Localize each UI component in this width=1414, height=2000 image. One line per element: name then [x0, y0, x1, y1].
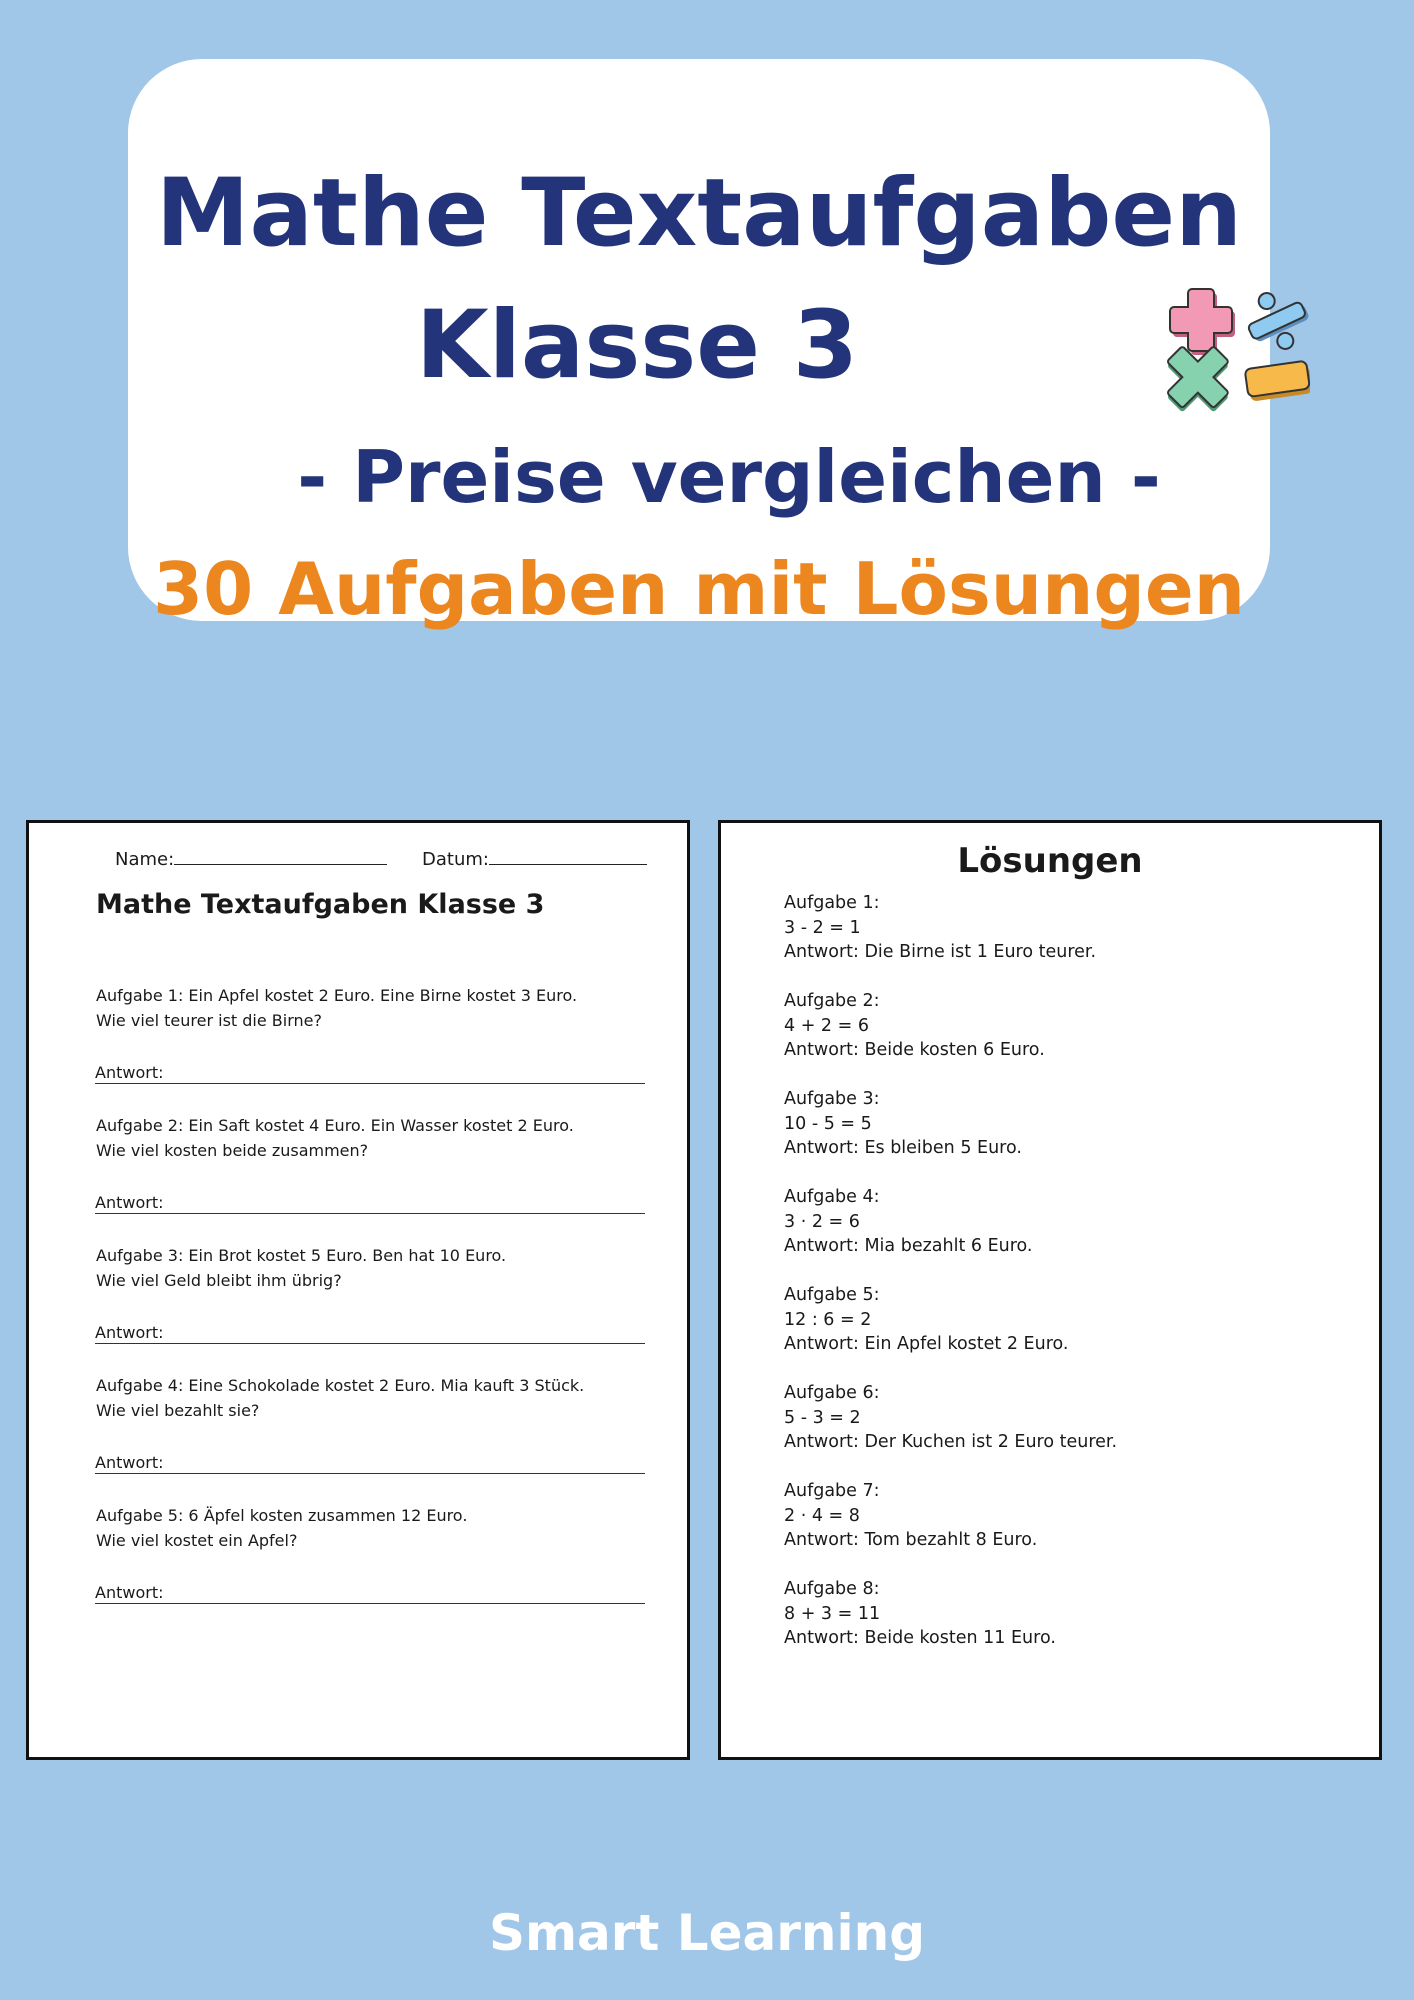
solution-equation: 3 - 2 = 1	[784, 917, 861, 938]
solution-label: Aufgabe 5:	[784, 1285, 880, 1305]
brand-footer: Smart Learning	[488, 1904, 926, 1962]
solution-equation: 5 - 3 = 2	[784, 1407, 861, 1428]
worksheet-page	[26, 820, 690, 1760]
name-label: Name:	[115, 849, 175, 870]
answer-line: Antwort:	[95, 1193, 645, 1214]
solution-answer: Antwort: Die Birne ist 1 Euro teurer.	[784, 942, 1097, 962]
task-4	[96, 1373, 584, 1423]
name-line	[174, 846, 387, 865]
solution-answer: Antwort: Es bleiben 5 Euro.	[784, 1138, 1022, 1158]
solutions-page	[718, 820, 1382, 1760]
task-question: Wie viel teurer ist die Birne?	[96, 1011, 322, 1030]
solution-label: Aufgabe 1:	[784, 893, 880, 913]
date-label: Datum:	[422, 849, 489, 870]
answer-line: Antwort:	[95, 1063, 645, 1084]
worksheet-title: Mathe Textaufgaben Klasse 3	[96, 889, 545, 920]
solution-equation: 8 + 3 = 11	[784, 1603, 881, 1624]
solution-equation: 2 · 4 = 8	[784, 1505, 860, 1526]
title-card	[128, 59, 1270, 631]
solution-label: Aufgabe 3:	[784, 1089, 880, 1109]
solution-8	[784, 1577, 1056, 1651]
solution-1	[784, 891, 1096, 965]
task-text: Aufgabe 3: Ein Brot kostet 5 Euro. Ben hat 10 Euro.	[96, 1246, 507, 1265]
solution-answer: Antwort: Tom bezahlt 8 Euro.	[784, 1530, 1038, 1550]
task-text: Aufgabe 5: 6 Äpfel kosten zusammen 12 Euro.	[96, 1506, 468, 1525]
solutions-title: Lösungen	[957, 841, 1143, 881]
solution-label: Aufgabe 8:	[784, 1579, 880, 1599]
solution-equation: 10 - 5 = 5	[784, 1113, 872, 1134]
math-operators-icon	[1162, 279, 1310, 415]
solution-equation: 4 + 2 = 6	[784, 1015, 869, 1036]
tagline: 30 Aufgaben mit Lösungen	[153, 547, 1245, 631]
solution-7	[784, 1479, 1037, 1553]
task-question: Wie viel Geld bleibt ihm übrig?	[96, 1271, 342, 1290]
task-text: Aufgabe 4: Eine Schokolade kostet 2 Euro. Mia kauft 3 Stück.	[96, 1376, 585, 1395]
solution-6	[784, 1381, 1117, 1455]
solution-5	[784, 1283, 1068, 1357]
solution-label: Aufgabe 4:	[784, 1187, 880, 1207]
task-3	[96, 1243, 506, 1293]
date-field	[422, 846, 647, 870]
date-line	[489, 846, 647, 865]
task-question: Wie viel kostet ein Apfel?	[96, 1531, 298, 1550]
task-question: Wie viel bezahlt sie?	[96, 1401, 260, 1420]
task-question: Wie viel kosten beide zusammen?	[96, 1141, 369, 1160]
solution-answer: Antwort: Der Kuchen ist 2 Euro teurer.	[784, 1432, 1118, 1452]
task-5	[96, 1503, 467, 1553]
task-1	[96, 983, 577, 1033]
solution-3	[784, 1087, 1022, 1161]
solution-answer: Antwort: Mia bezahlt 6 Euro.	[784, 1236, 1033, 1256]
solution-answer: Antwort: Beide kosten 6 Euro.	[784, 1040, 1045, 1060]
subtitle: - Preise vergleichen -	[297, 435, 1161, 519]
solution-label: Aufgabe 2:	[784, 991, 880, 1011]
solution-label: Aufgabe 7:	[784, 1481, 880, 1501]
task-text: Aufgabe 2: Ein Saft kostet 4 Euro. Ein Wasser kostet 2 Euro.	[96, 1116, 574, 1135]
solution-answer: Antwort: Beide kosten 11 Euro.	[784, 1628, 1056, 1648]
solution-label: Aufgabe 6:	[784, 1383, 880, 1403]
answer-line: Antwort:	[95, 1583, 645, 1604]
answer-line: Antwort:	[95, 1323, 645, 1344]
solution-2	[784, 989, 1045, 1063]
name-field	[115, 846, 387, 870]
answer-line: Antwort:	[95, 1453, 645, 1474]
solution-answer: Antwort: Ein Apfel kostet 2 Euro.	[784, 1334, 1069, 1354]
task-text: Aufgabe 1: Ein Apfel kostet 2 Euro. Eine Birne kostet 3 Euro.	[96, 986, 578, 1005]
task-2	[96, 1113, 574, 1163]
solution-equation: 12 : 6 = 2	[784, 1309, 872, 1330]
solution-equation: 3 · 2 = 6	[784, 1211, 860, 1232]
solution-4	[784, 1185, 1033, 1259]
title-line-2: Klasse 3	[415, 291, 859, 400]
title-line-1: Mathe Textaufgaben	[155, 159, 1243, 268]
